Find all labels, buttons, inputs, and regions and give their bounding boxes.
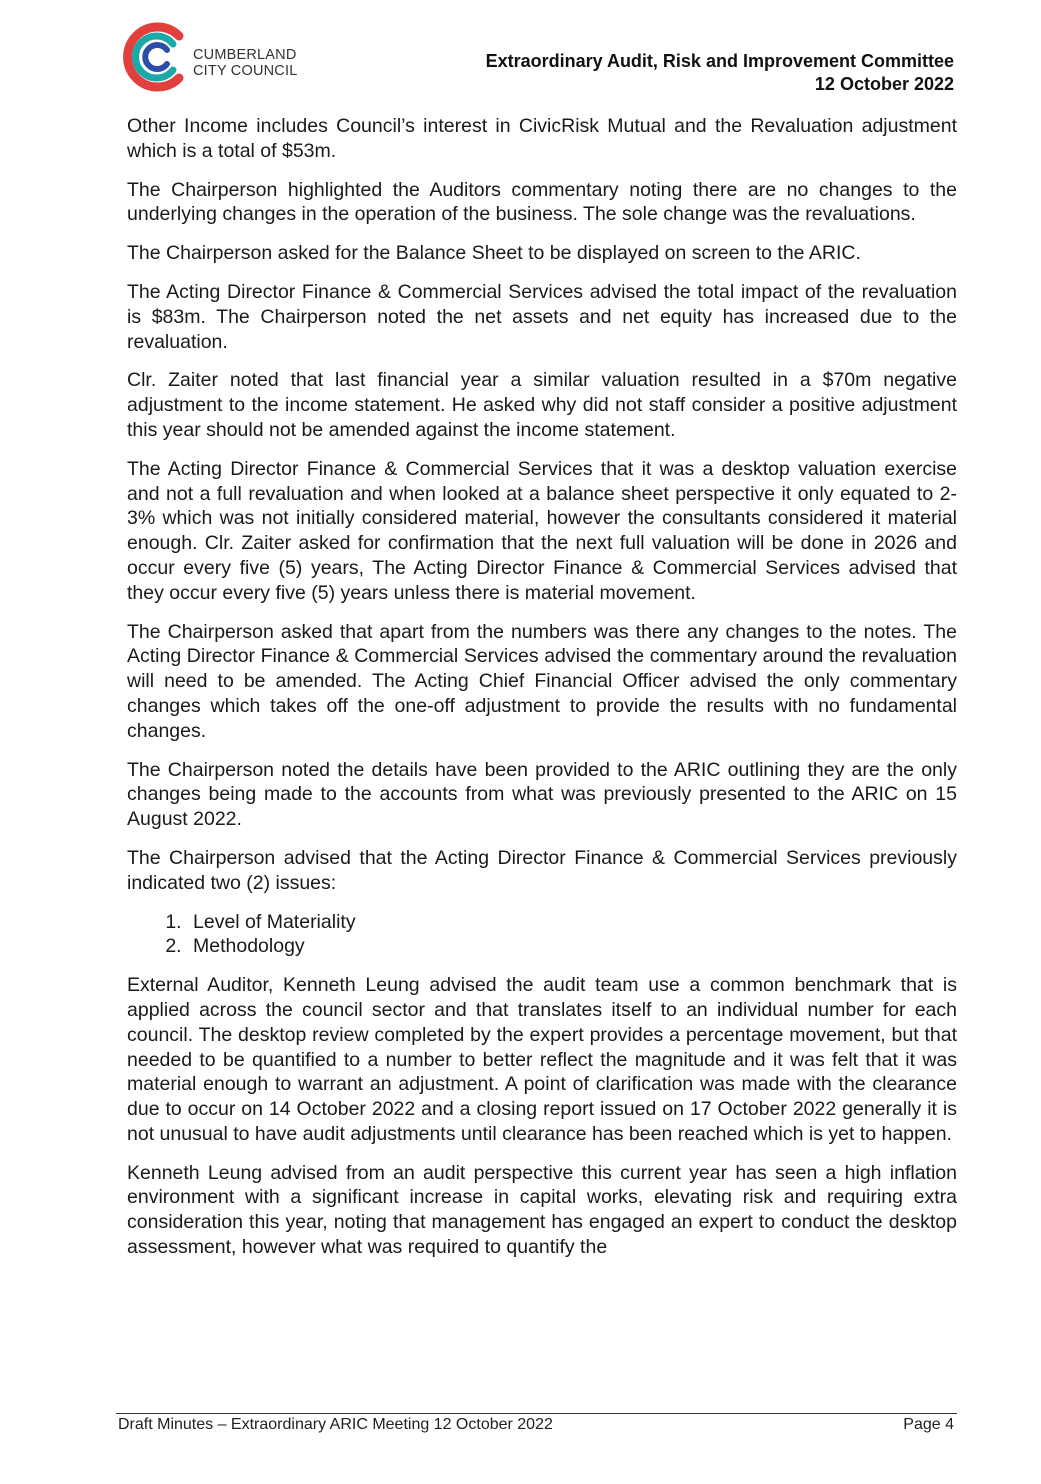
footer-divider xyxy=(116,1413,957,1414)
issues-list xyxy=(127,910,957,960)
list-item: 1. Level of Materiality xyxy=(187,910,957,935)
footer-document-title: Draft Minutes – Extraordinary ARIC Meeting 12 October 2022 xyxy=(118,1416,553,1433)
logo-wordmark xyxy=(193,47,297,79)
council-logo xyxy=(121,22,321,92)
paragraph-7: The Chairperson asked that apart from the numbers was there any changes to the notes. The Acting Director Finance & Commercial Services advised the commentary around the revaluation will need to be amended. The Acting Chief Financial Officer advised the only commentary changes which takes off the one-off adjustment to provide the results with no fundamental changes. xyxy=(127,620,957,742)
list-item: 2. Methodology xyxy=(187,934,957,959)
council-logo-icon xyxy=(121,22,191,92)
paragraph-2: The Chairperson highlighted the Auditors commentary noting there are no changes to the underlying changes in the operation of the business. The sole change was the revaluations. xyxy=(127,178,957,226)
logo-line-2: CITY COUNCIL xyxy=(193,63,298,79)
meeting-title: Extraordinary Audit, Risk and Improvement Committee xyxy=(485,51,954,71)
page-number: Page 4 xyxy=(903,1416,954,1433)
meeting-date: 12 October 2022 xyxy=(814,74,954,94)
paragraph-1: Other Income includes Council’s interest in CivicRisk Mutual and the Revaluation adjustment which is a total of $53m. xyxy=(127,115,957,162)
paragraph-6: The Acting Director Finance & Commercial Services that it was a desktop valuation exercise and not a full revaluation and when looked at a balance sheet perspective it only equated to 2-3% which was not initially considered material, however the consultants considered it material enough. Clr. Zaiter asked for confirmation that the next full valuation will be done in 2026 and occur every five (5) years, The Acting Director Finance & Commercial Services advised that they occur every five (5) years unless there is material movement. xyxy=(127,457,957,604)
document-header xyxy=(486,50,954,96)
document-body xyxy=(127,114,957,1274)
paragraph-9: The Chairperson advised that the Acting Director Finance & Commercial Services previously indicated two (2) issues: xyxy=(127,846,957,894)
paragraph-8: The Chairperson noted the details have been provided to the ARIC outlining they are the only changes being made to the accounts from what was previously presented to the ARIC on 15 August 2022. xyxy=(127,758,957,831)
paragraph-10: External Auditor, Kenneth Leung advised the audit team use a common benchmark that is applied across the council sector and that translates itself to an individual number for each council. The desktop review completed by the expert provides a percentage movement, but that needed to be quantified to a number to better reflect the magnitude and it was felt that it was material enough to warrant an adjustment. A point of clarification was made with the clearance due to occur on 14 October 2022 and a closing report issued on 17 October 2022 generally it is not unusual to have audit adjustments until clearance has been reached which is yet to happen. xyxy=(127,974,957,1145)
paragraph-11: Kenneth Leung advised from an audit perspective this current year has seen a high inflation environment with a significant increase in capital works, elevating risk and requiring extra consideration this year, noting that management has engaged an expert to conduct the desktop assessment, however what was required to quantify the xyxy=(127,1161,957,1259)
logo-line-1: CUMBERLAND xyxy=(193,47,297,63)
paragraph-4: The Acting Director Finance & Commercial Services advised the total impact of the revaluation is $83m. The Chairperson noted the net assets and net equity has increased due to the revaluation. xyxy=(127,280,957,353)
paragraph-5: Clr. Zaiter noted that last financial year a similar valuation resulted in a $70m negative adjustment to the income statement. He asked why did not staff consider a positive adjustment this year should not be amended against the income statement. xyxy=(127,369,957,441)
paragraph-3: The Chairperson asked for the Balance Sheet to be displayed on screen to the ARIC. xyxy=(127,242,861,265)
